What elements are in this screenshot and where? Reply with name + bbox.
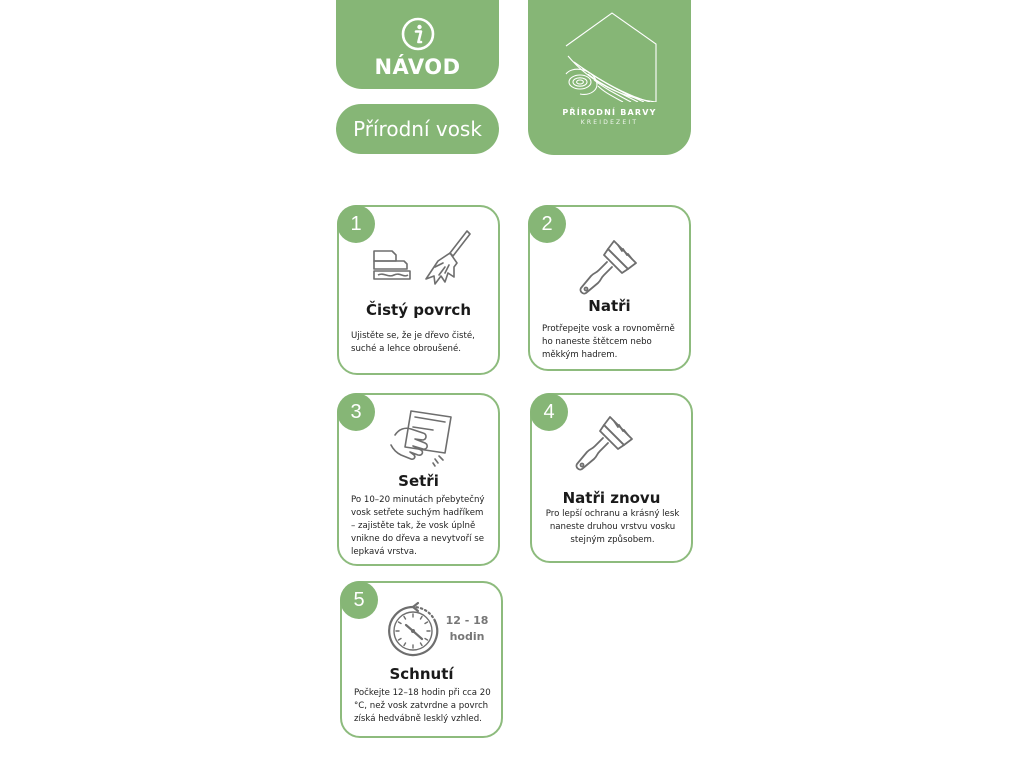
step-description: Po 10–20 minutách přebytečný vosk setřete suchým hadříkem – zajistěte tak, že vosk úplně vnikne do dřeva a nevytvoří se lepkavá vrstva. xyxy=(351,495,485,557)
step-card-2 xyxy=(528,205,691,371)
step-title: Schnutí xyxy=(389,665,454,683)
step-number: 3 xyxy=(337,393,375,431)
step-card-4 xyxy=(530,393,693,563)
step-card-3 xyxy=(337,393,500,566)
guide-header xyxy=(336,0,499,89)
step-title: Čistý povrch xyxy=(365,301,472,319)
clock-icon xyxy=(384,601,442,661)
step-card-5 xyxy=(340,581,503,738)
logo-subbrand: KREIDEZEIT xyxy=(580,119,639,126)
drying-time xyxy=(442,613,492,645)
step-title: Natři znovu xyxy=(562,489,661,507)
sponge-cleaning-icon xyxy=(372,247,416,287)
hand-cloth-wiping-icon xyxy=(389,409,455,471)
duster-icon xyxy=(423,229,473,287)
paintbrush-icon xyxy=(574,413,638,475)
step-number: 1 xyxy=(337,205,375,243)
step-title: Natři xyxy=(588,297,631,315)
info-icon xyxy=(401,17,435,51)
product-name: Přírodní vosk xyxy=(336,104,499,154)
step-description: Počkejte 12–18 hodin při cca 20 °C, než vosk zatvrdne a povrch získá hedvábně lesklý vzhled. xyxy=(354,688,491,724)
step-description: Ujistěte se, že je dřevo čisté, suché a lehce obroušené. xyxy=(351,331,475,354)
step-card-1 xyxy=(337,205,500,375)
step-description: Protřepejte vosk a rovnoměrně ho naneste štětcem nebo měkkým hadrem. xyxy=(542,324,675,360)
step-description: Pro lepší ochranu a krásný lesk naneste druhou vrstvu vosku stejným způsobem. xyxy=(545,509,680,545)
step-title: Setři xyxy=(398,472,439,490)
step-number: 2 xyxy=(528,205,566,243)
drying-time-unit: hodin xyxy=(449,630,485,643)
paintbrush-icon xyxy=(578,237,642,299)
step-number: 4 xyxy=(530,393,568,431)
brand-logo xyxy=(528,0,691,155)
guide-title: NÁVOD xyxy=(374,54,461,79)
logo-brand: PŘÍRODNÍ BARVY xyxy=(562,108,657,117)
house-wood-logo-icon xyxy=(560,6,660,102)
drying-time-range: 12 - 18 xyxy=(445,614,489,627)
step-number: 5 xyxy=(340,581,378,619)
